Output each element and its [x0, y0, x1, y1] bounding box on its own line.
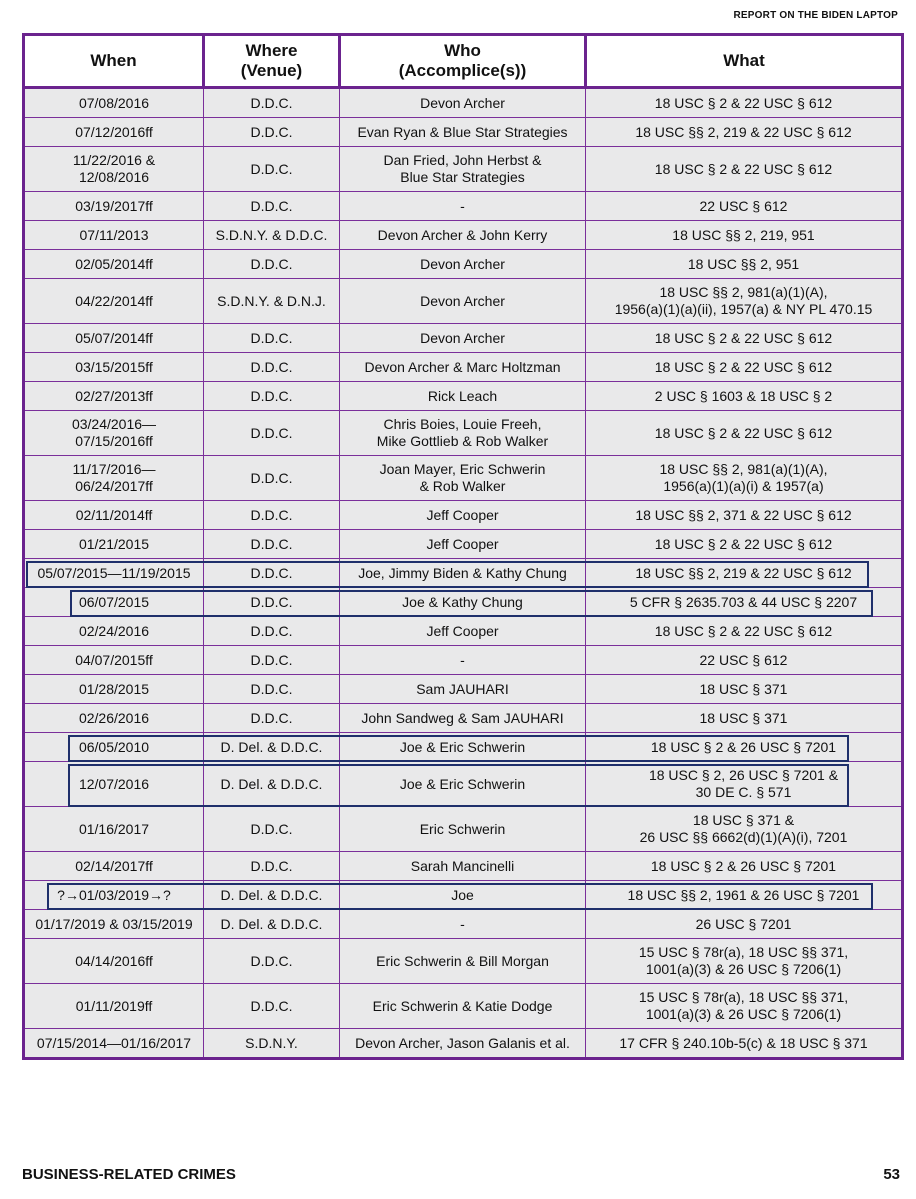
table-row	[24, 118, 903, 147]
cell-what: 15 USC § 78r(a), 18 USC §§ 371, 1001(a)(3) & 26 USC § 7206(1)	[586, 939, 903, 984]
table-row	[24, 250, 903, 279]
table-header-row	[24, 35, 903, 88]
cell-what: 18 USC §§ 2, 981(a)(1)(A), 1956(a)(1)(a)(i) & 1957(a)	[586, 456, 903, 501]
cell-what: 26 USC § 7201	[586, 910, 903, 939]
table-row	[24, 147, 903, 192]
cell-where: D.D.C.	[204, 456, 340, 501]
cell-when: 02/24/2016	[24, 617, 204, 646]
cell-where: D.D.C.	[204, 588, 340, 617]
table-row	[24, 588, 903, 617]
cell-where: D. Del. & D.D.C.	[204, 881, 340, 910]
cell-when: 04/07/2015ff	[24, 646, 204, 675]
cell-what: 18 USC §§ 2, 371 & 22 USC § 612	[586, 501, 903, 530]
cell-where: D.D.C.	[204, 704, 340, 733]
cell-what: 17 CFR § 240.10b-5(c) & 18 USC § 371	[586, 1029, 903, 1059]
cell-where: D.D.C.	[204, 807, 340, 852]
table-row	[24, 762, 903, 807]
cell-where: D.D.C.	[204, 984, 340, 1029]
cell-what: 18 USC § 2 & 22 USC § 612	[586, 617, 903, 646]
cell-who: Rick Leach	[340, 382, 586, 411]
cell-who: Jeff Cooper	[340, 617, 586, 646]
table-row	[24, 324, 903, 353]
table-row	[24, 530, 903, 559]
table-row	[24, 88, 903, 118]
cell-where: D.D.C.	[204, 646, 340, 675]
cell-who: Joan Mayer, Eric Schwerin & Rob Walker	[340, 456, 586, 501]
cell-when: 07/08/2016	[24, 88, 204, 118]
cell-where: D.D.C.	[204, 411, 340, 456]
table-row	[24, 704, 903, 733]
cell-who: Devon Archer & John Kerry	[340, 221, 586, 250]
table-row	[24, 192, 903, 221]
cell-when: 01/28/2015	[24, 675, 204, 704]
cell-what: 18 USC § 2 & 22 USC § 612	[586, 88, 903, 118]
cell-what: 5 CFR § 2635.703 & 44 USC § 2207	[586, 588, 903, 617]
cell-who: Devon Archer	[340, 88, 586, 118]
cell-when: ?→01/03/2019→?	[24, 881, 204, 910]
cell-where: D. Del. & D.D.C.	[204, 762, 340, 807]
table-row	[24, 221, 903, 250]
cell-who: Joe & Eric Schwerin	[340, 733, 586, 762]
cell-where: S.D.N.Y. & D.D.C.	[204, 221, 340, 250]
table-row	[24, 617, 903, 646]
cell-who: John Sandweg & Sam JAUHARI	[340, 704, 586, 733]
cell-where: D.D.C.	[204, 939, 340, 984]
cell-where: D. Del. & D.D.C.	[204, 910, 340, 939]
cell-where: D.D.C.	[204, 852, 340, 881]
cell-where: D.D.C.	[204, 559, 340, 588]
column-header-who: Who (Accomplice(s))	[340, 35, 586, 88]
cell-who: Dan Fried, John Herbst & Blue Star Strategies	[340, 147, 586, 192]
cell-where: D.D.C.	[204, 324, 340, 353]
table-row	[24, 1029, 903, 1059]
cell-what: 18 USC § 2 & 22 USC § 612	[586, 147, 903, 192]
cell-who: Eric Schwerin & Katie Dodge	[340, 984, 586, 1029]
cell-who: Jeff Cooper	[340, 501, 586, 530]
cell-when: 07/11/2013	[24, 221, 204, 250]
table-row	[24, 807, 903, 852]
cell-where: D.D.C.	[204, 675, 340, 704]
cell-what: 22 USC § 612	[586, 192, 903, 221]
crimes-table	[22, 33, 904, 1060]
cell-what: 18 USC § 2 & 22 USC § 612	[586, 530, 903, 559]
cell-when: 06/05/2010	[24, 733, 204, 762]
cell-what: 18 USC § 2 & 26 USC § 7201	[586, 733, 903, 762]
report-header: REPORT ON THE BIDEN LAPTOP	[733, 10, 898, 21]
cell-what: 18 USC §§ 2, 981(a)(1)(A), 1956(a)(1)(a)(ii), 1957(a) & NY PL 470.15	[586, 279, 903, 324]
cell-who: Devon Archer	[340, 279, 586, 324]
crimes-table-container	[22, 33, 901, 1060]
table-body	[24, 88, 903, 1059]
cell-where: D.D.C.	[204, 353, 340, 382]
page-number: 53	[883, 1166, 900, 1183]
cell-when: 11/22/2016 & 12/08/2016	[24, 147, 204, 192]
cell-when: 01/11/2019ff	[24, 984, 204, 1029]
cell-when: 02/14/2017ff	[24, 852, 204, 881]
cell-where: D.D.C.	[204, 147, 340, 192]
cell-who: Joe & Eric Schwerin	[340, 762, 586, 807]
cell-who: Joe, Jimmy Biden & Kathy Chung	[340, 559, 586, 588]
cell-who: -	[340, 910, 586, 939]
cell-when: 02/26/2016	[24, 704, 204, 733]
cell-where: D.D.C.	[204, 250, 340, 279]
cell-where: S.D.N.Y. & D.N.J.	[204, 279, 340, 324]
cell-who: Joe	[340, 881, 586, 910]
table-row	[24, 984, 903, 1029]
cell-who: Sarah Mancinelli	[340, 852, 586, 881]
cell-when: 06/07/2015	[24, 588, 204, 617]
table-row	[24, 353, 903, 382]
table-row	[24, 382, 903, 411]
cell-when: 01/16/2017	[24, 807, 204, 852]
cell-what: 18 USC §§ 2, 219 & 22 USC § 612	[586, 118, 903, 147]
cell-who: Devon Archer	[340, 324, 586, 353]
cell-what: 18 USC §§ 2, 219, 951	[586, 221, 903, 250]
table-row	[24, 910, 903, 939]
cell-when: 04/14/2016ff	[24, 939, 204, 984]
column-header-what: What	[586, 35, 903, 88]
cell-where: D.D.C.	[204, 192, 340, 221]
column-header-when: When	[24, 35, 204, 88]
cell-when: 01/21/2015	[24, 530, 204, 559]
cell-who: Devon Archer & Marc Holtzman	[340, 353, 586, 382]
cell-what: 2 USC § 1603 & 18 USC § 2	[586, 382, 903, 411]
cell-when: 01/17/2019 & 03/15/2019	[24, 910, 204, 939]
table-row	[24, 881, 903, 910]
cell-when: 12/07/2016	[24, 762, 204, 807]
cell-who: Chris Boies, Louie Freeh, Mike Gottlieb & Rob Walker	[340, 411, 586, 456]
cell-what: 22 USC § 612	[586, 646, 903, 675]
cell-when: 05/07/2014ff	[24, 324, 204, 353]
cell-when: 02/27/2013ff	[24, 382, 204, 411]
table-row	[24, 852, 903, 881]
cell-where: S.D.N.Y.	[204, 1029, 340, 1059]
cell-when: 03/15/2015ff	[24, 353, 204, 382]
cell-who: -	[340, 646, 586, 675]
cell-what: 15 USC § 78r(a), 18 USC §§ 371, 1001(a)(3) & 26 USC § 7206(1)	[586, 984, 903, 1029]
cell-what: 18 USC § 2, 26 USC § 7201 & 30 DE C. § 571	[586, 762, 903, 807]
cell-where: D. Del. & D.D.C.	[204, 733, 340, 762]
cell-what: 18 USC § 371	[586, 675, 903, 704]
table-row	[24, 559, 903, 588]
section-footer: BUSINESS-RELATED CRIMES	[22, 1166, 236, 1183]
table-row	[24, 279, 903, 324]
cell-where: D.D.C.	[204, 382, 340, 411]
cell-who: Jeff Cooper	[340, 530, 586, 559]
cell-when: 05/07/2015—11/19/2015	[24, 559, 204, 588]
cell-what: 18 USC §§ 2, 1961 & 26 USC § 7201	[586, 881, 903, 910]
cell-what: 18 USC § 371	[586, 704, 903, 733]
table-row	[24, 456, 903, 501]
cell-what: 18 USC § 2 & 22 USC § 612	[586, 324, 903, 353]
cell-what: 18 USC §§ 2, 951	[586, 250, 903, 279]
table-row	[24, 939, 903, 984]
cell-when: 03/19/2017ff	[24, 192, 204, 221]
cell-when: 07/15/2014—01/16/2017	[24, 1029, 204, 1059]
cell-who: Devon Archer	[340, 250, 586, 279]
table-row	[24, 675, 903, 704]
cell-when: 02/05/2014ff	[24, 250, 204, 279]
cell-where: D.D.C.	[204, 118, 340, 147]
cell-when: 03/24/2016— 07/15/2016ff	[24, 411, 204, 456]
cell-what: 18 USC § 2 & 22 USC § 612	[586, 411, 903, 456]
cell-when: 02/11/2014ff	[24, 501, 204, 530]
cell-who: -	[340, 192, 586, 221]
cell-where: D.D.C.	[204, 617, 340, 646]
cell-what: 18 USC § 2 & 26 USC § 7201	[586, 852, 903, 881]
cell-who: Eric Schwerin & Bill Morgan	[340, 939, 586, 984]
cell-where: D.D.C.	[204, 501, 340, 530]
cell-where: D.D.C.	[204, 88, 340, 118]
table-row	[24, 646, 903, 675]
cell-what: 18 USC § 371 & 26 USC §§ 6662(d)(1)(A)(i), 7201	[586, 807, 903, 852]
cell-when: 07/12/2016ff	[24, 118, 204, 147]
cell-when: 11/17/2016— 06/24/2017ff	[24, 456, 204, 501]
table-row	[24, 411, 903, 456]
table-row	[24, 733, 903, 762]
cell-what: 18 USC §§ 2, 219 & 22 USC § 612	[586, 559, 903, 588]
cell-when: 04/22/2014ff	[24, 279, 204, 324]
table-row	[24, 501, 903, 530]
cell-what: 18 USC § 2 & 22 USC § 612	[586, 353, 903, 382]
cell-where: D.D.C.	[204, 530, 340, 559]
cell-who: Evan Ryan & Blue Star Strategies	[340, 118, 586, 147]
cell-who: Devon Archer, Jason Galanis et al.	[340, 1029, 586, 1059]
cell-who: Eric Schwerin	[340, 807, 586, 852]
cell-who: Joe & Kathy Chung	[340, 588, 586, 617]
column-header-where: Where (Venue)	[204, 35, 340, 88]
cell-who: Sam JAUHARI	[340, 675, 586, 704]
